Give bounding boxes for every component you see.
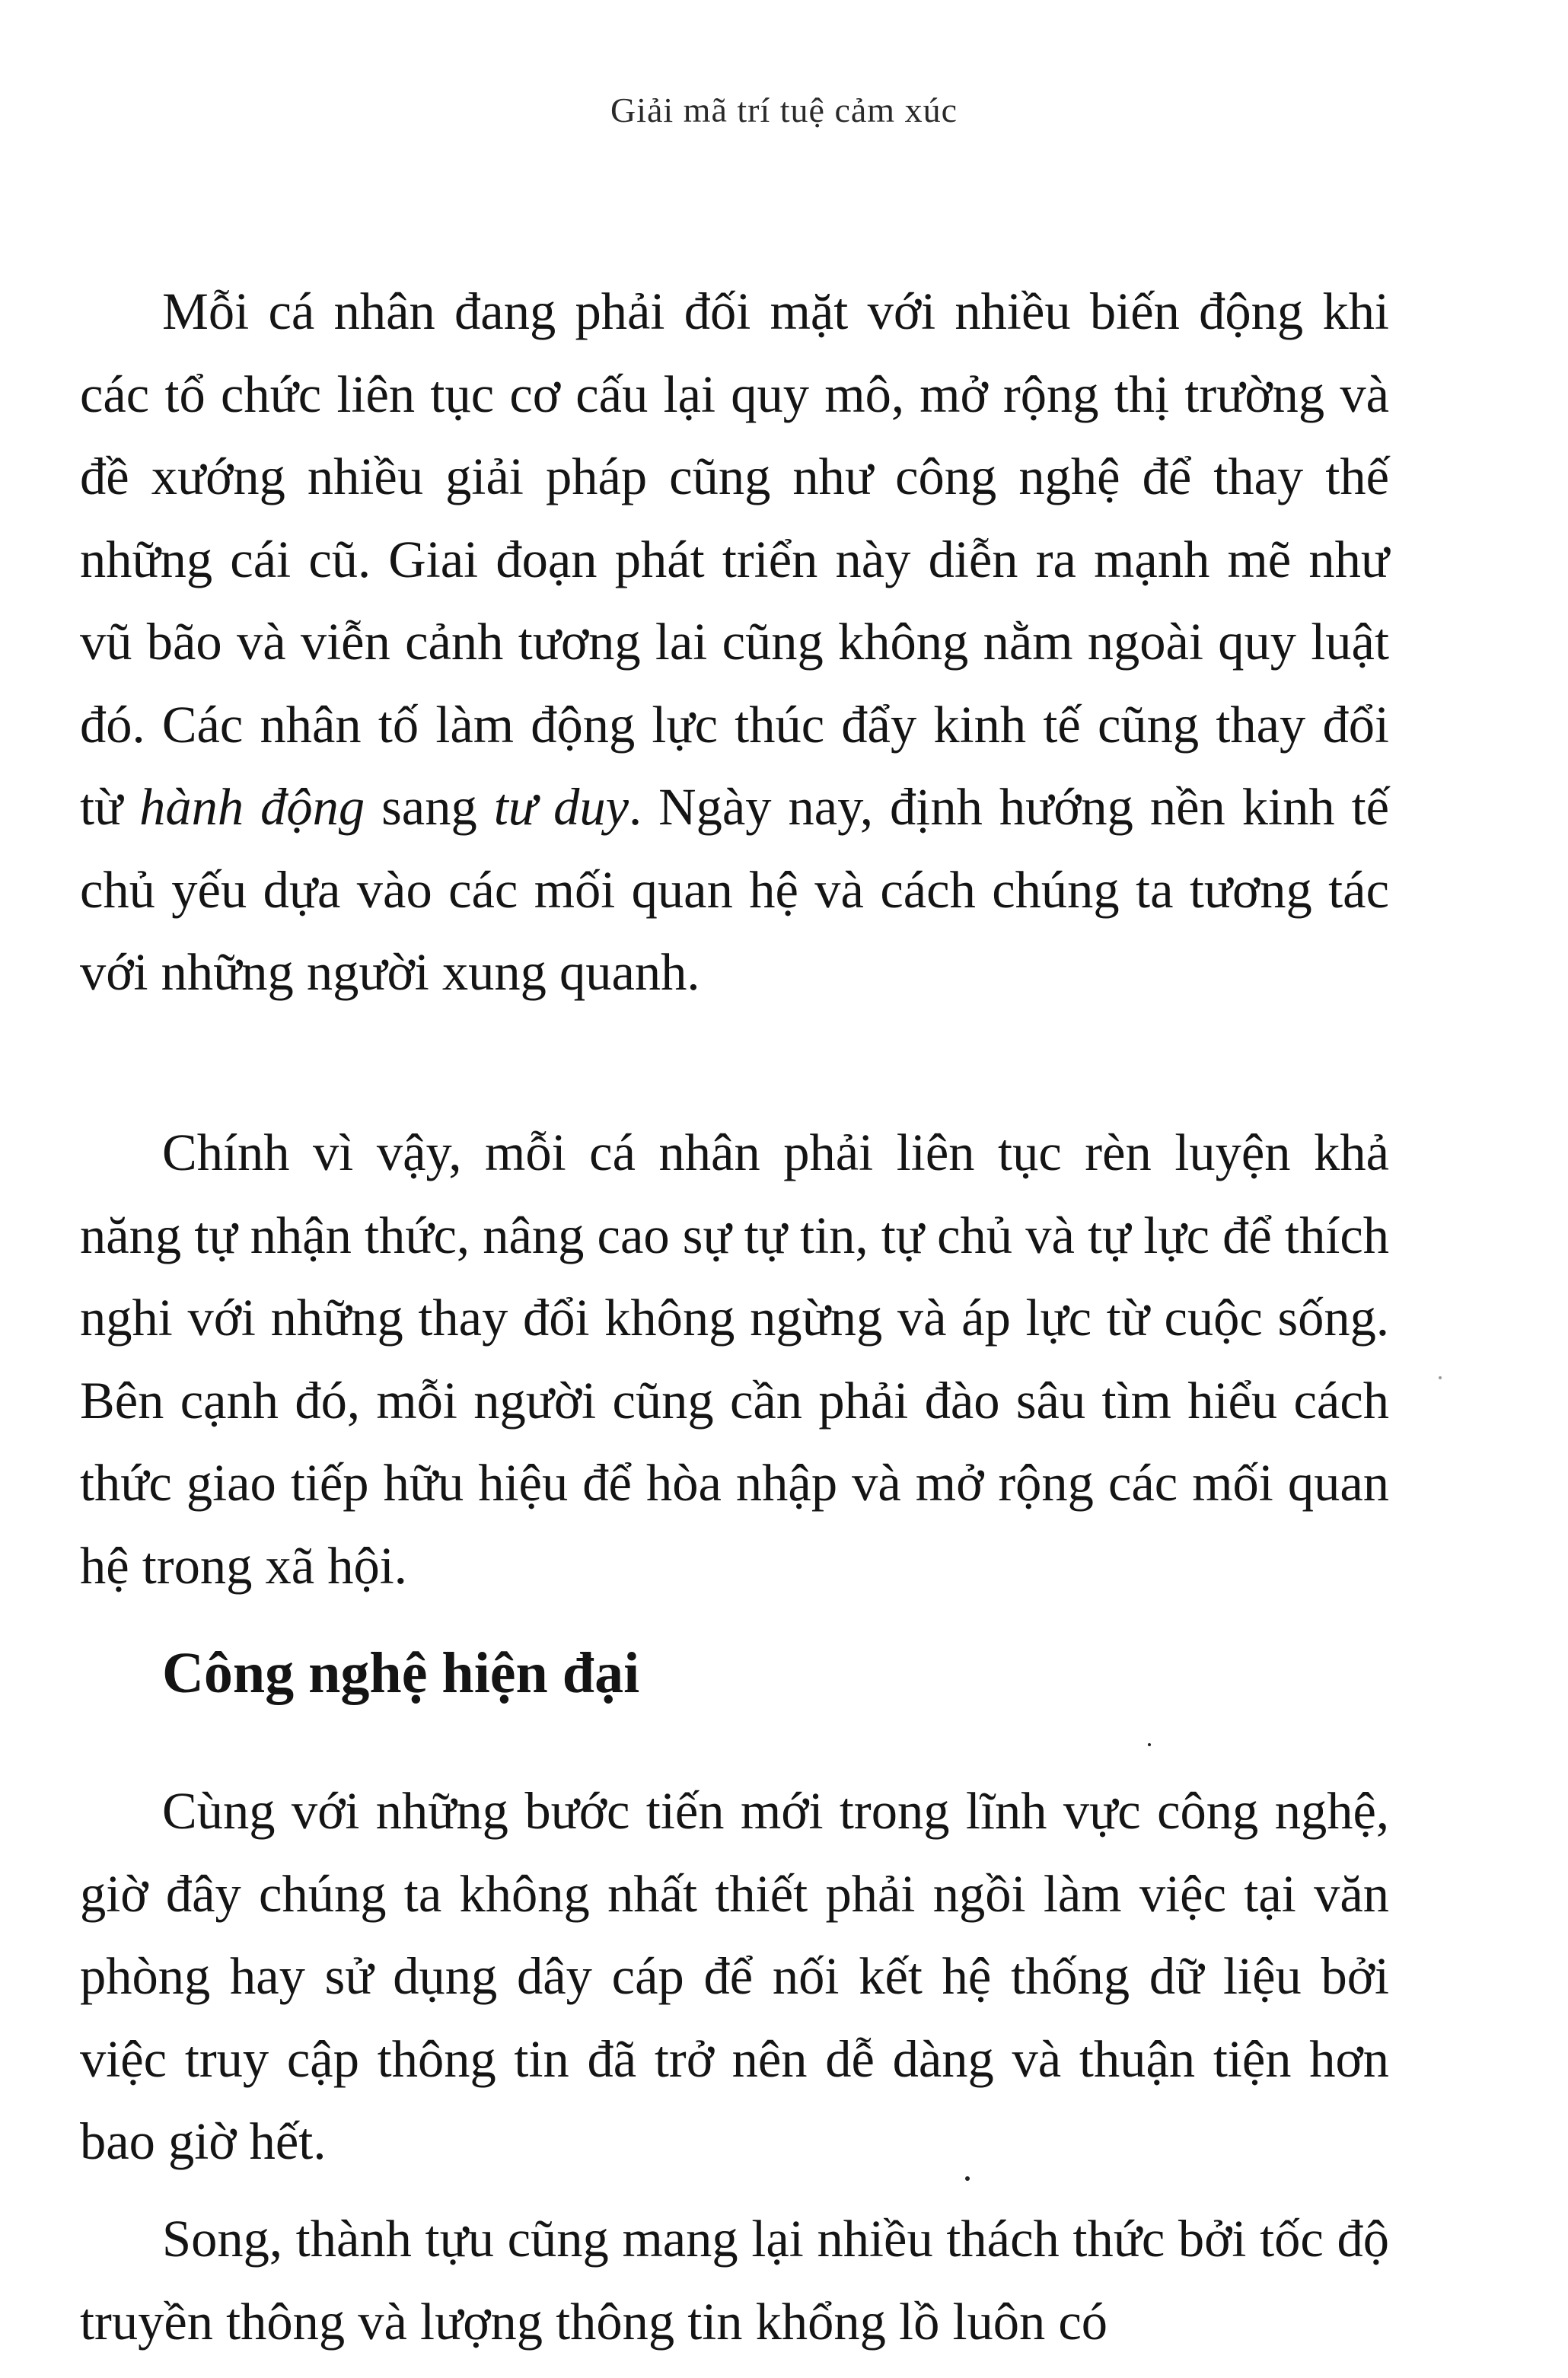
print-speck — [1439, 1376, 1442, 1379]
paragraph-1-text — [80, 270, 1389, 1014]
paragraph-3-text: Cùng với những bước tiến mới trong lĩnh vực công nghệ, giờ đây chúng ta không nhất thiết phải ngồi làm việc tại văn phòng hay sử dụng dây cáp để nối kết hệ thống dữ liệu bởi việc truy cập thông tin đã trở nên dễ dàng và thuận tiện hơn bao giờ hết. — [80, 1782, 1389, 2170]
paragraph-1-italic-hanh-dong: hành động — [139, 778, 365, 836]
paragraph-4 — [80, 2198, 1389, 2363]
paragraph-1-italic-tu-duy: tư duy — [493, 778, 629, 836]
running-head: Giải mã trí tuệ cảm xúc — [610, 91, 958, 129]
paragraph-3 — [80, 1770, 1389, 2183]
paragraph-4-text: Song, thành tựu cũng mang lại nhiều thách thức bởi tốc độ truyền thông và lượng thông tin khổng lồ luôn có — [80, 2210, 1389, 2351]
paragraph-2-text: Chính vì vậy, mỗi cá nhân phải liên tục rèn luyện khả năng tự nhận thức, nâng cao sự tự tin, tự chủ và tự lực để thích nghi với những thay đổi không ngừng và áp lực từ cuộc sống. Bên cạnh đó, mỗi người cũng cần phải đào sâu tìm hiểu cách thức giao tiếp hữu hiệu để hòa nhập và mở rộng các mối quan hệ trong xã hội. — [80, 1124, 1389, 1595]
section-heading: Công nghệ hiện đại — [162, 1641, 640, 1705]
print-speck — [965, 2176, 970, 2181]
paragraph-1 — [80, 270, 1389, 1014]
paragraph-1-part-2: sang — [365, 778, 494, 836]
paragraph-2 — [80, 1111, 1389, 1607]
paragraph-1-part-3: . Ngày nay, định hướng nền kinh tế chủ yếu dựa vào các mối quan hệ và cách chúng ta tương tác với những người xung quanh. — [80, 778, 1390, 1001]
print-speck — [1148, 1743, 1151, 1746]
paragraph-1-part-1: Mỗi cá nhân đang phải đối mặt với nhiều biến động khi các tổ chức liên tục cơ cấu lại quy mô, mở rộng thị trường và đề xướng nhiều giải pháp cũng như công nghệ để thay thế những cái cũ. Giai đoạn phát triển này diễn ra mạnh mẽ như vũ bão và viễn cảnh tương lai cũng không nằm ngoài quy luật đó. Các nhân tố làm động lực thúc đẩy kinh tế cũng thay đổi từ — [80, 282, 1389, 836]
